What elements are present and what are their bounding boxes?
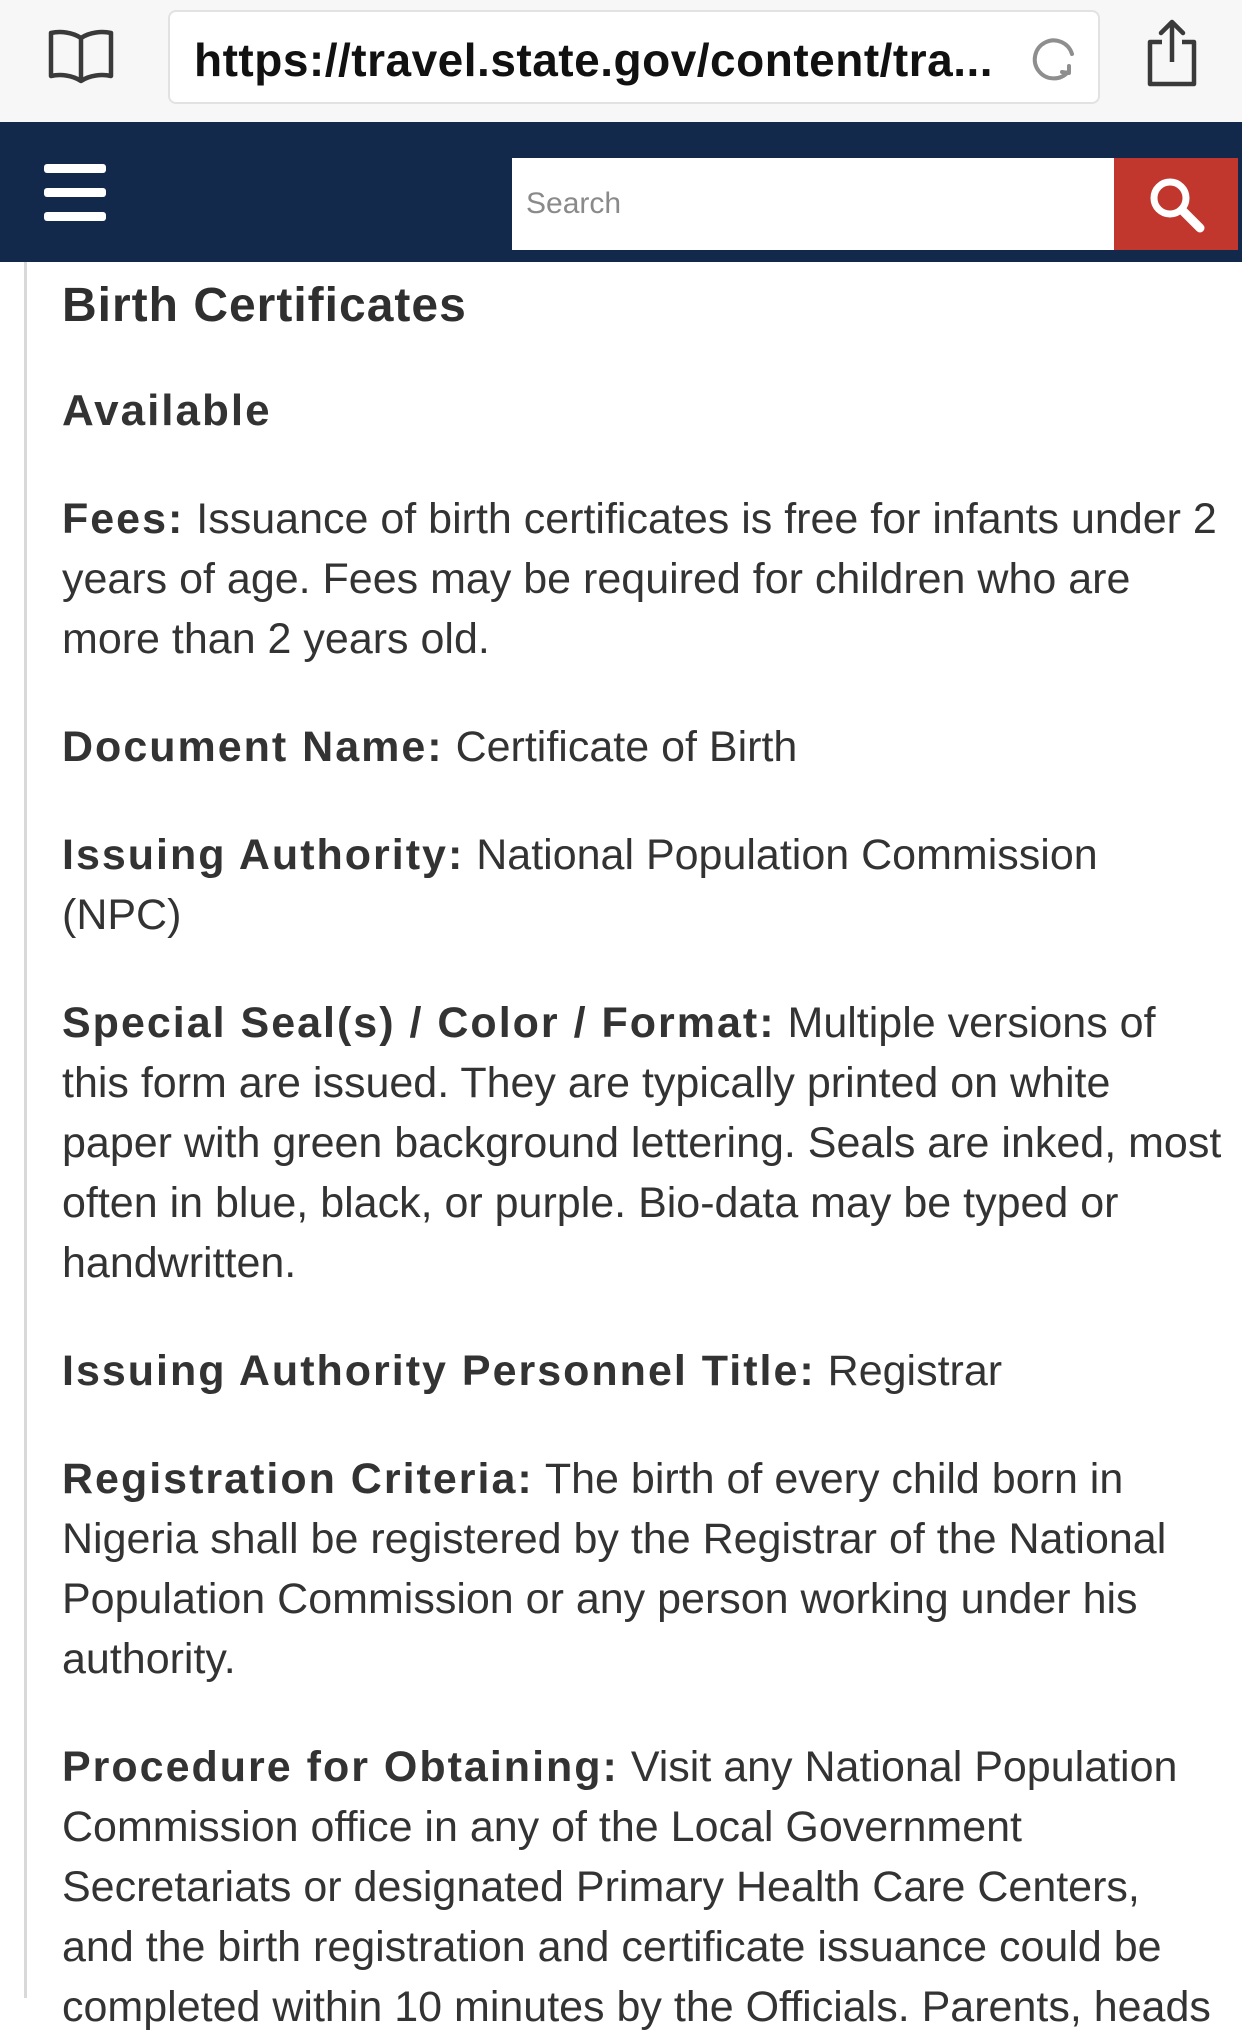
- book-icon[interactable]: [46, 24, 116, 84]
- search-input[interactable]: [512, 158, 1114, 250]
- field-value: Visit any National Population Commission office in any of the Local Government Secretariats or designated Primary Health Care Centers, and the birth registration and certificate issuance could be completed within 10 minutes by the Officials. Parents, heads: [62, 1743, 1211, 2031]
- field-value: Multiple versions of this form are issued. They are typically printed on white paper with green background lettering. Seals are inked, most often in blue, black, or purple. Bio-data may be typed or handwritten.: [62, 999, 1222, 1287]
- field-value: Certificate of Birth: [443, 723, 798, 771]
- field-registration-criteria: [62, 1449, 1222, 1689]
- magnifier-icon: [1144, 172, 1208, 236]
- field-value: The birth of every child born in Nigeria shall be registered by the Registrar of the National Population Commission or any person working under his authority.: [62, 1455, 1167, 1683]
- site-header: [0, 122, 1242, 262]
- field-document-name: [62, 717, 1222, 777]
- field-label: Procedure for Obtaining:: [62, 1743, 619, 1791]
- field-fees: [62, 489, 1222, 669]
- field-issuing-authority: [62, 825, 1222, 945]
- field-personnel-title: [62, 1341, 1222, 1401]
- field-label: Registration Criteria:: [62, 1455, 534, 1503]
- url-text: https://travel.state.gov/content/tra...: [194, 34, 994, 86]
- search-button[interactable]: [1114, 158, 1238, 250]
- field-label: Issuing Authority Personnel Title:: [62, 1347, 816, 1395]
- availability-status: Available: [62, 386, 272, 435]
- field-procedure: [62, 1737, 1222, 2037]
- field-label: Special Seal(s) / Color / Format:: [62, 999, 776, 1047]
- page-content: [0, 262, 1242, 2031]
- reload-icon[interactable]: [1028, 32, 1082, 86]
- field-label: Issuing Authority:: [62, 831, 465, 879]
- browser-toolbar: [0, 0, 1242, 122]
- field-special-seals: [62, 993, 1222, 1293]
- share-icon[interactable]: [1144, 18, 1200, 88]
- field-value: National Population Commission (NPC): [62, 831, 1098, 939]
- field-label: Fees:: [62, 495, 185, 543]
- article: [62, 276, 1222, 2037]
- hamburger-menu-icon[interactable]: [40, 164, 110, 222]
- field-value: Registrar: [815, 1347, 1003, 1395]
- content-divider: [24, 262, 27, 1998]
- field-label: Document Name:: [62, 723, 444, 771]
- field-value: Issuance of birth certificates is free for infants under 2 years of age. Fees may be required for children who are more than 2 years old.: [62, 495, 1217, 663]
- address-bar[interactable]: [168, 10, 1100, 104]
- page-title: Birth Certificates: [62, 279, 467, 332]
